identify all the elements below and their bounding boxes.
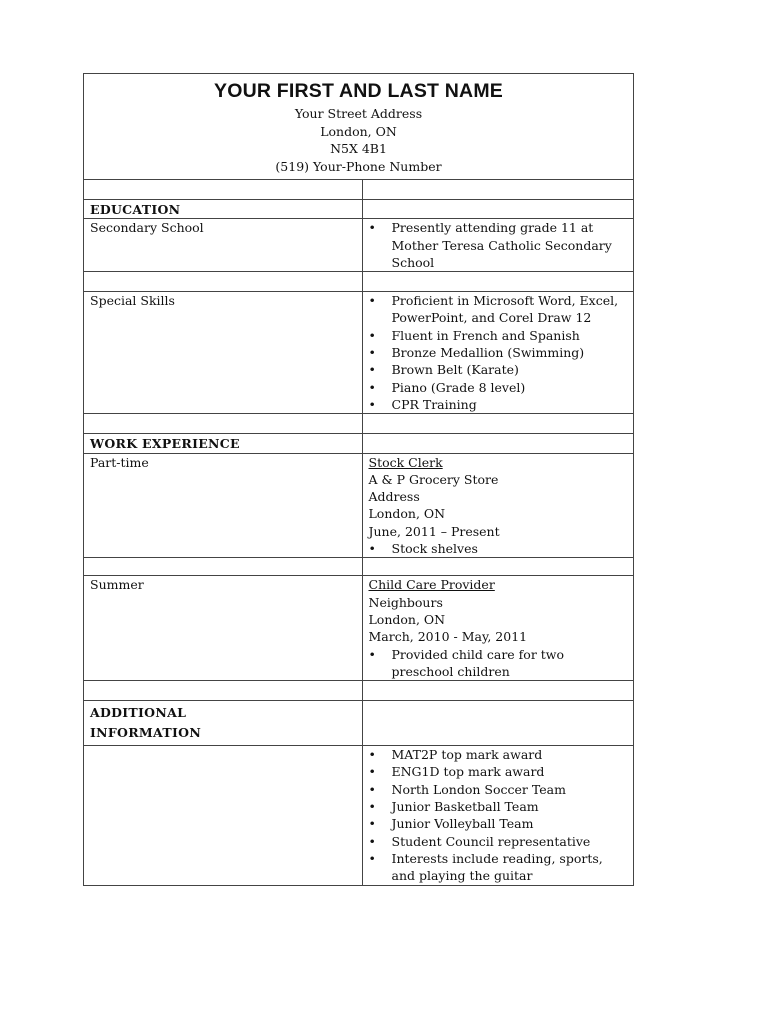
- city-province: London, ON: [320, 123, 397, 139]
- job-title: Stock Clerk: [368, 454, 443, 470]
- additional-item: • North London Soccer Team: [369, 781, 628, 798]
- skill-item: • CPR Training: [369, 396, 628, 413]
- additional-items-row: [84, 746, 633, 885]
- job-duties-list: [369, 646, 628, 681]
- secondary-school-label: Secondary School: [84, 219, 362, 272]
- spacer-row: [84, 272, 633, 292]
- additional-information-list: [369, 746, 628, 884]
- additional-item: • Junior Volleyball Team: [369, 815, 628, 832]
- additional-heading-line2: INFORMATION: [90, 725, 202, 741]
- resume-table: [84, 180, 633, 885]
- additional-item: • ENG1D top mark award: [369, 763, 628, 780]
- spacer-row: [84, 681, 633, 701]
- education-heading-row: [84, 200, 633, 219]
- special-skills-list: [369, 292, 628, 413]
- secondary-school-row: [84, 219, 633, 272]
- job-dates: March, 2010 - May, 2011: [368, 629, 528, 645]
- additional-item: • MAT2P top mark award: [369, 746, 628, 763]
- resume-header: [84, 74, 633, 180]
- skill-item: • Proficient in Microsoft Word, Excel, PowerPoint, and Corel Draw 12: [369, 292, 628, 327]
- job-details: [362, 453, 633, 558]
- work-heading-row: [84, 434, 633, 453]
- postal-code: N5X 4B1: [330, 141, 387, 156]
- job-details: [362, 576, 633, 681]
- education-item: • Presently attending grade 11 at Mother Teresa Catholic Secondary School: [369, 219, 628, 271]
- job-dates: June, 2011 – Present: [368, 523, 500, 539]
- job-duty: • Stock shelves: [369, 540, 628, 557]
- job-address: Address: [368, 489, 420, 505]
- spacer-row: [84, 414, 633, 434]
- work-experience-heading: WORK EXPERIENCE: [84, 434, 362, 453]
- job-type-label: Part-time: [84, 453, 362, 558]
- spacer-row: [84, 180, 633, 200]
- special-skills-row: [84, 292, 633, 414]
- street-address: Your Street Address: [294, 106, 423, 121]
- secondary-school-list: [369, 219, 628, 271]
- skill-item: • Fluent in French and Spanish: [369, 327, 628, 344]
- job-duty: • Provided child care for two preschool children: [369, 646, 628, 681]
- job-row: [84, 576, 633, 681]
- additional-heading-line1: ADDITIONAL: [90, 705, 187, 721]
- job-location: London, ON: [368, 611, 446, 627]
- skill-item: • Piano (Grade 8 level): [369, 379, 628, 396]
- additional-item: • Interests include reading, sports, and playing the guitar: [369, 850, 628, 885]
- education-heading: EDUCATION: [84, 200, 362, 219]
- skill-item: • Bronze Medallion (Swimming): [369, 344, 628, 361]
- full-name: YOUR FIRST AND LAST NAME: [214, 80, 503, 102]
- job-duties-list: [369, 540, 628, 557]
- job-employer: Neighbours: [368, 594, 443, 610]
- job-location: London, ON: [368, 506, 446, 522]
- job-title: Child Care Provider: [368, 577, 495, 593]
- phone-number: (519) Your-Phone Number: [275, 158, 442, 174]
- additional-item: • Student Council representative: [369, 833, 628, 850]
- additional-details: [362, 746, 633, 885]
- additional-information-heading: [84, 701, 362, 746]
- job-row: [84, 453, 633, 558]
- additional-heading-row: [84, 701, 633, 746]
- job-type-label: Summer: [84, 576, 362, 681]
- resume-document: [83, 73, 634, 886]
- spacer-row: [84, 558, 633, 576]
- job-employer: A & P Grocery Store: [368, 471, 499, 487]
- additional-item: • Junior Basketball Team: [369, 798, 628, 815]
- skill-item: • Brown Belt (Karate): [369, 361, 628, 378]
- special-skills-details: [362, 292, 633, 414]
- special-skills-label: Special Skills: [84, 292, 362, 414]
- secondary-school-details: [362, 219, 633, 272]
